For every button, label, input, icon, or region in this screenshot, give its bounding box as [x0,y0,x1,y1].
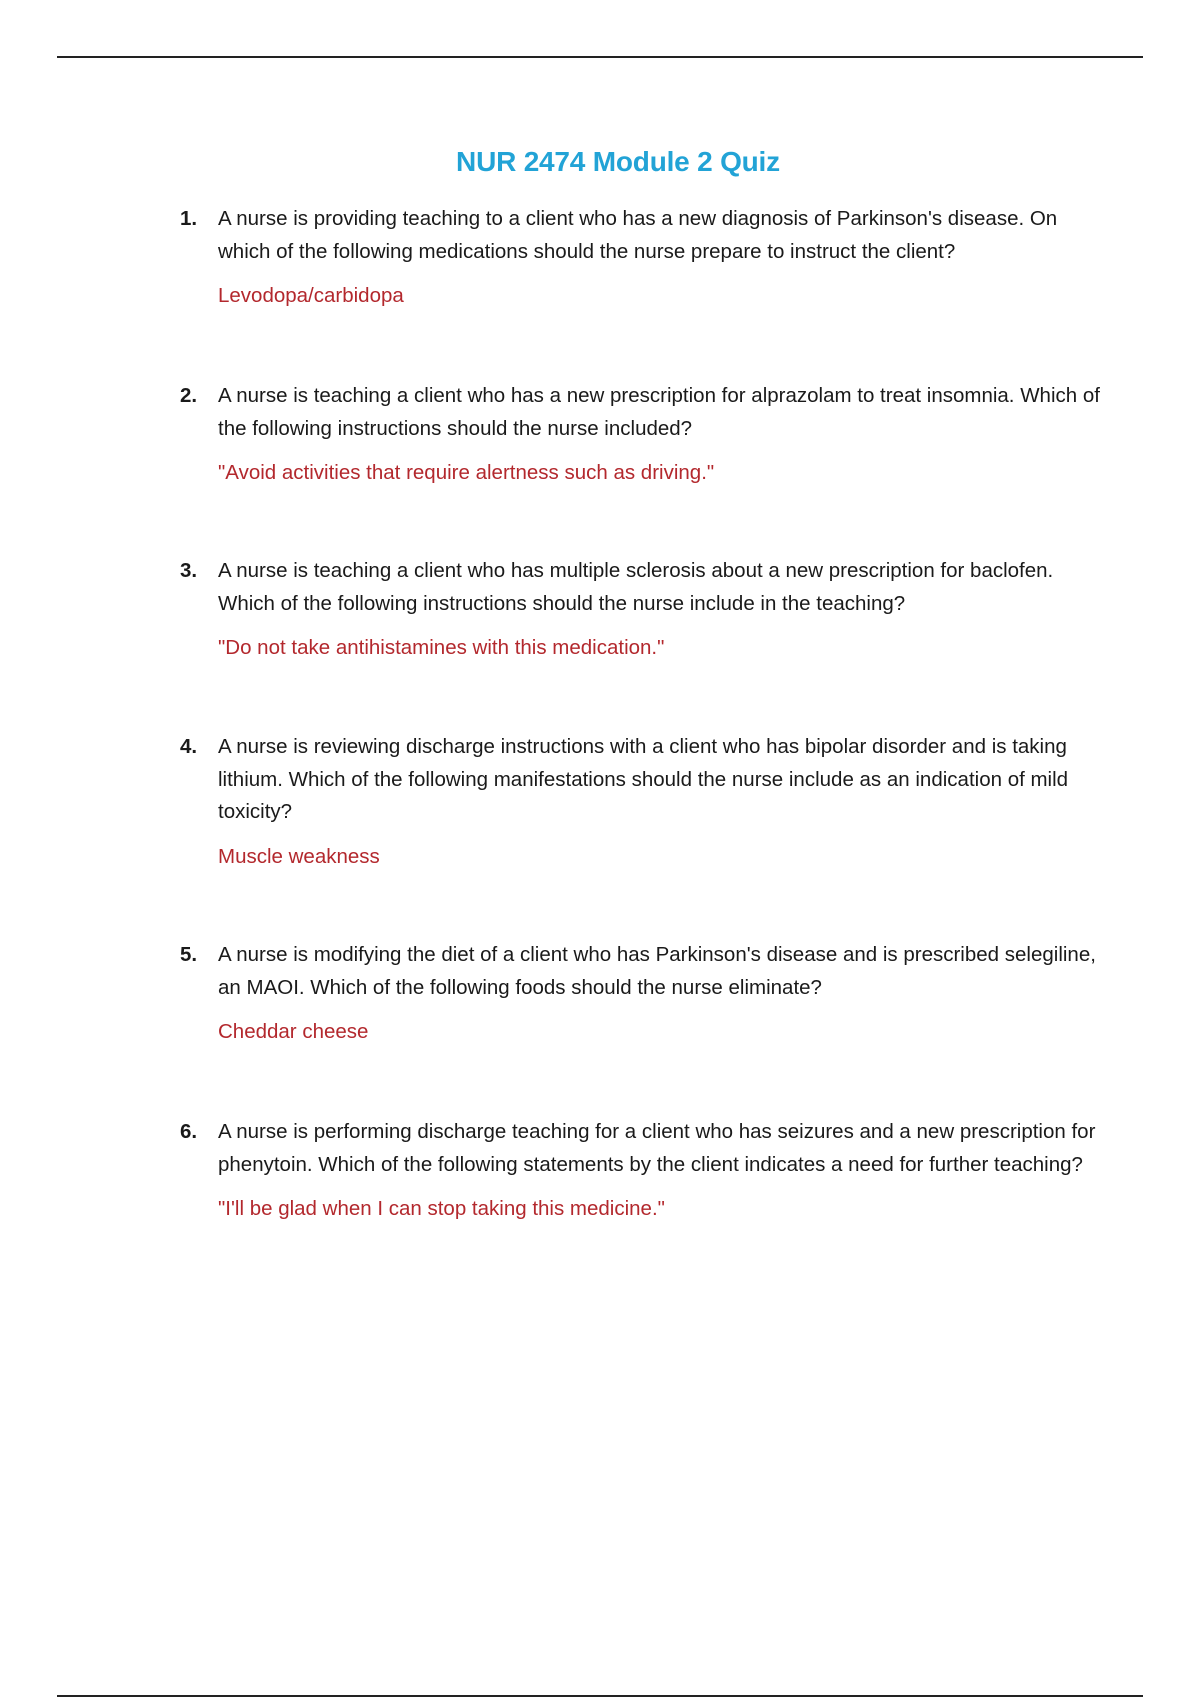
answer-text: "I'll be glad when I can stop taking this medicine." [218,1197,665,1220]
question-text: A nurse is modifying the diet of a client who has Parkinson's disease and is prescribed selegiline, an MAOI. Which of the following foods should the nurse eliminate? [218,943,1096,999]
question-text: A nurse is teaching a client who has multiple sclerosis about a new prescription for baclofen. Which of the following instructions should the nurse include in the teaching? [218,559,1054,615]
bottom-rule [57,1695,1143,1697]
question-item [180,380,1100,490]
question-text: A nurse is teaching a client who has a new prescription for alprazolam to treat insomnia. Which of the following instructions should the nurse included? [218,384,1100,440]
answer-text: Levodopa/carbidopa [218,284,404,307]
question-item [180,555,1100,665]
question-number: 5. [180,943,198,966]
question-number: 4. [180,735,198,758]
question-number: 1. [180,207,198,230]
document-title: NUR 2474 Module 2 Quiz [456,146,780,177]
question-text: A nurse is reviewing discharge instructions with a client who has bipolar disorder and is taking lithium. Which of the following manifestations should the nurse include as an indication of mild toxicity? [218,735,1069,823]
question-number: 6. [180,1120,198,1143]
question-item [180,939,1100,1049]
question-text: A nurse is performing discharge teaching for a client who has seizures and a new prescription for phenytoin. Which of the following statements by the client indicates a need for further teaching? [218,1120,1096,1176]
question-item [180,203,1100,313]
question-number: 2. [180,384,198,407]
answer-text: Muscle weakness [218,844,380,868]
question-text: A nurse is providing teaching to a client who has a new diagnosis of Parkinson's disease. On which of the following medications should the nurse prepare to instruct the client? [218,207,1058,263]
answer-text: Cheddar cheese [218,1020,369,1043]
answer-text: "Do not take antihistamines with this medication." [218,636,665,659]
question-number: 3. [180,559,198,582]
answer-text: "Avoid activities that require alertness such as driving." [218,461,715,484]
question-item [180,731,1100,873]
question-item [180,1116,1100,1226]
